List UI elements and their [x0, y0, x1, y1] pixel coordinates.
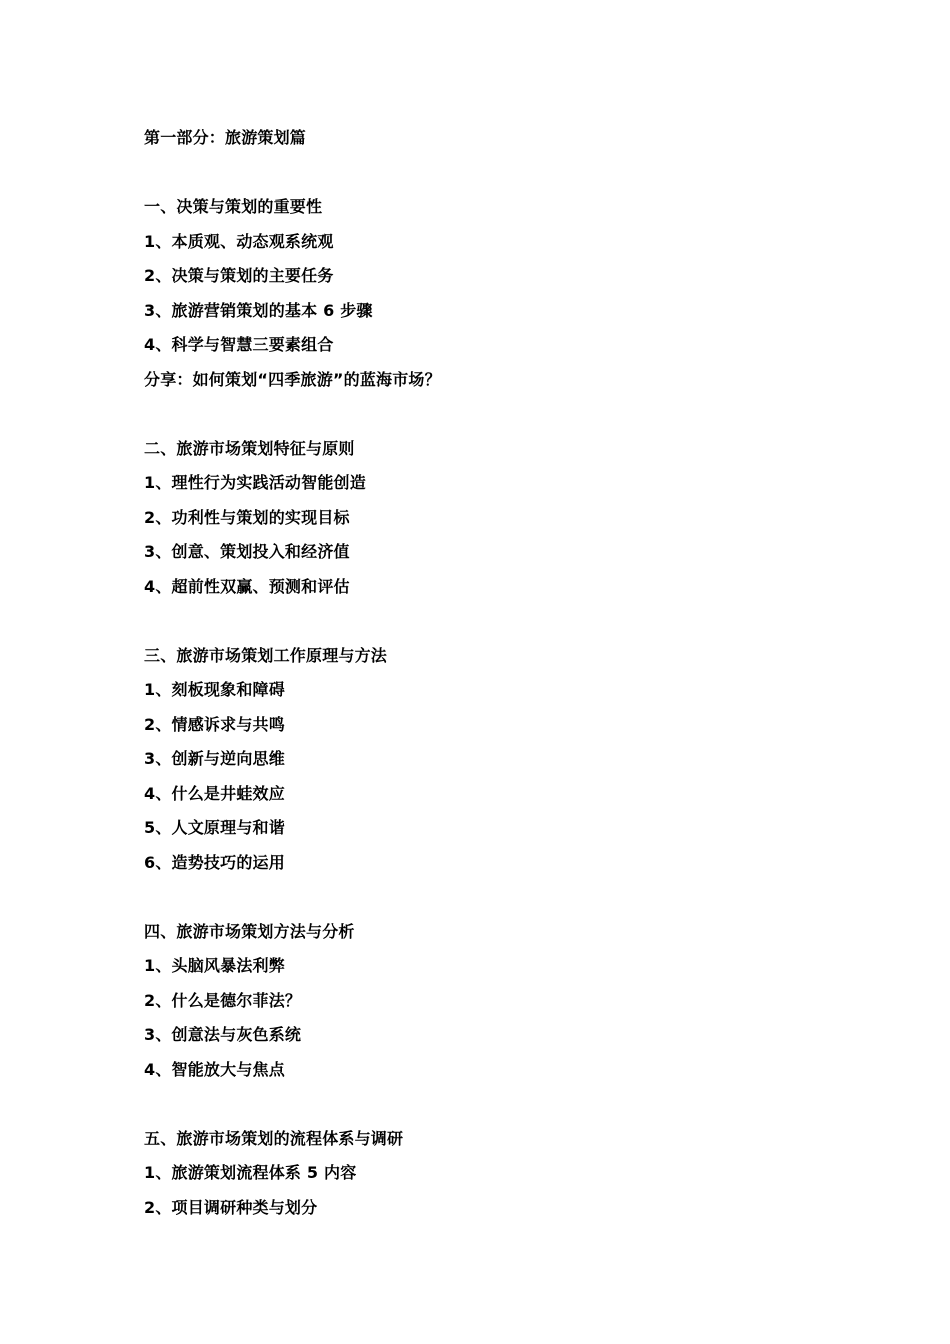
list-item: 2、项目调研种类与划分 [144, 1197, 318, 1217]
list-item: 1、头脑风暴法利弊 [144, 956, 285, 975]
spacer [144, 161, 864, 196]
list-item: 2、情感诉求与共鸣 [144, 714, 285, 734]
list-item: 1、旅游策划流程体系 5 内容 [144, 1163, 357, 1182]
list-item: 4、科学与智慧三要素组合 [144, 335, 334, 354]
section-heading: 二、旅游市场策划特征与原则 [144, 438, 355, 458]
list-item: 3、创意法与灰色系统 [144, 1025, 302, 1044]
spacer [144, 402, 864, 437]
list-item: 3、创意、策划投入和经济值 [144, 542, 350, 561]
spacer [144, 609, 864, 644]
section-heading: 一、决策与策划的重要性 [144, 197, 323, 216]
list-item: 4、什么是井蛙效应 [144, 783, 285, 803]
section-heading: 三、旅游市场策划工作原理与方法 [144, 645, 388, 665]
part-title: 第一部分：旅游策划篇 [144, 128, 307, 147]
list-item: 3、创新与逆向思维 [144, 749, 285, 768]
list-item: 4、超前性双赢、预测和评估 [144, 576, 350, 596]
list-item: 6、造势技巧的运用 [144, 852, 285, 872]
spacer [144, 1092, 864, 1127]
list-item: 1、理性行为实践活动智能创造 [144, 473, 366, 492]
list-item: 2、决策与策划的主要任务 [144, 266, 334, 285]
list-item: 1、本质观、动态观系统观 [144, 231, 334, 251]
list-item: 2、什么是德尔菲法？ [144, 990, 302, 1010]
document-page [144, 126, 864, 1230]
section-heading: 五、旅游市场策划的流程体系与调研 [144, 1128, 404, 1148]
list-item: 5、人文原理与和谐 [144, 818, 285, 837]
list-item: 3、旅游营销策划的基本 6 步骤 [144, 300, 373, 320]
list-item: 分享：如何策划“四季旅游”的蓝海市场？ [144, 369, 441, 389]
list-item: 1、刻板现象和障碍 [144, 680, 285, 699]
spacer [144, 885, 864, 920]
list-item: 2、功利性与策划的实现目标 [144, 507, 350, 527]
list-item: 4、智能放大与焦点 [144, 1059, 285, 1079]
section-heading: 四、旅游市场策划方法与分析 [144, 921, 355, 941]
